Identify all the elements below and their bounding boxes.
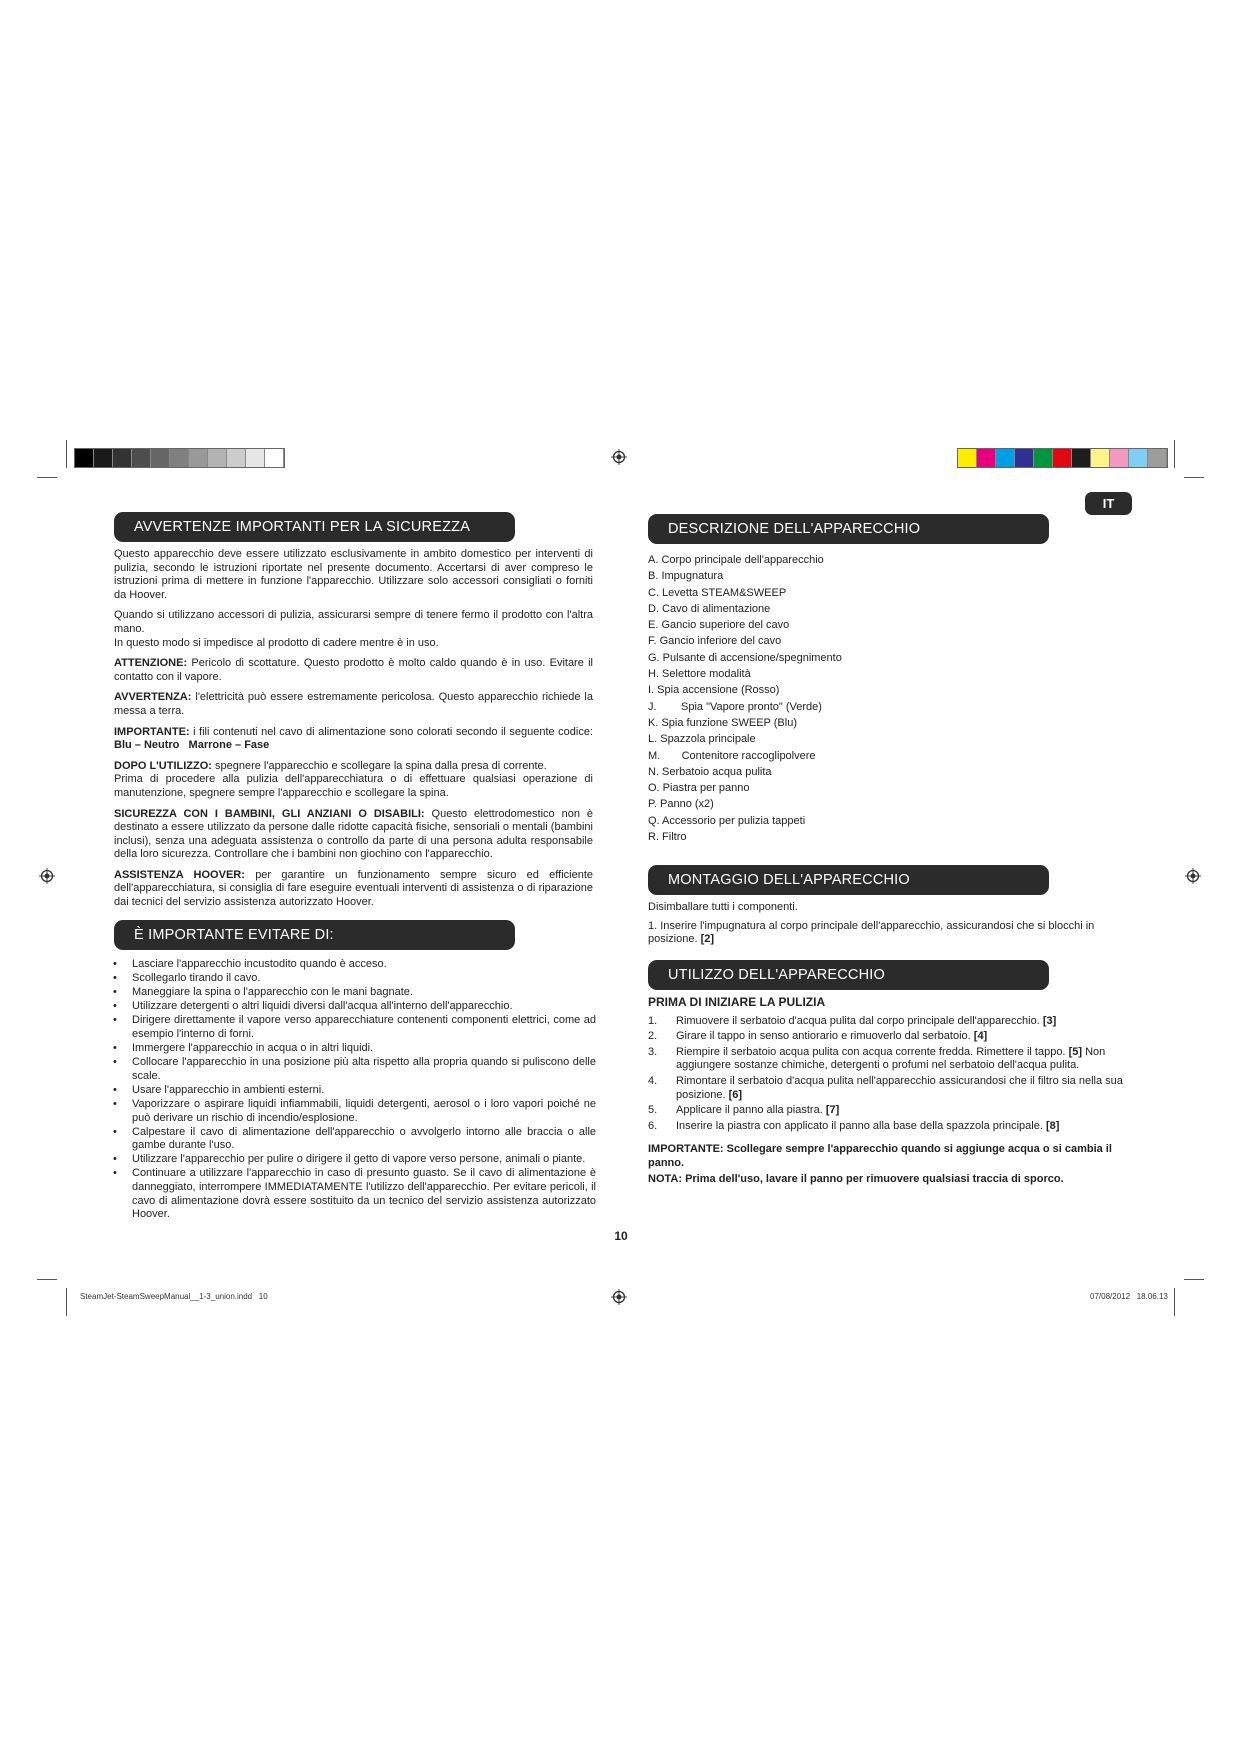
list-item: R. Filtro [648, 831, 687, 844]
importante-code: Blu – Neutro Marrone – Fase [114, 739, 270, 752]
gray-swatch [132, 449, 151, 467]
color-swatch [977, 449, 996, 467]
step-number: 6. [648, 1119, 658, 1132]
step-text: Rimuovere il serbatoio d'acqua pulita dal corpo principale dell'apparecchio. [676, 1014, 1040, 1027]
list-item: • Calpestare il cavo di alimentazione dell'apparecchio o avvolgerlo intorno alle braccia o alle gambe durante l'uso. [113, 1126, 596, 1153]
registration-mark-icon [1185, 868, 1201, 884]
avoid-section [113, 958, 596, 1222]
description-section [648, 552, 1088, 845]
gray-swatch [227, 449, 246, 467]
color-swatch [1015, 449, 1034, 467]
gray-swatch [151, 449, 170, 467]
usage-subtitle: PRIMA DI INIZIARE LA PULIZIA [648, 995, 826, 1009]
safety-paragraph-2-text: Quando si utilizzano accessori di pulizia, assicurarsi sempre di tenere fermo il prodotto con l'altra mano. [114, 609, 593, 635]
gray-swatch [113, 449, 132, 467]
section-header-avoid: È IMPORTANTE EVITARE DI: [114, 920, 515, 950]
assembly-step-1-text: Inserire l'impugnatura al corpo principale dell'apparecchio, assicurandosi che si blocchi in posizione. [648, 919, 1095, 946]
crop-mark [1184, 1279, 1204, 1280]
registration-mark-icon [39, 868, 55, 884]
color-calibration-bar [957, 448, 1168, 468]
safety-paragraph-1: Questo apparecchio deve essere utilizzato esclusivamente in ambito domestico per interventi di pulizia, secondo le istruzioni riportate nel presente documento. Accertarsi di aver compreso le istruzioni prima di mettere in funzione l'apparecchio. Utilizzare solo accessori consigliati o forniti da Hoover. [114, 548, 593, 601]
list-item: H. Selettore modalità [648, 668, 751, 681]
step-text-tail: Non aggiungere sostanze chimiche, detergenti o profumi nel serbatoio dell'acqua pulita. [676, 1045, 1106, 1072]
avvertenza-label: AVVERTENZA: [114, 691, 192, 704]
section-header-description: DESCRIZIONE DELL'APPARECCHIO [648, 514, 1049, 544]
step-text: Rimontare il serbatoio d'acqua pulita nell'apparecchio assicurandosi che il filtro sia nella sua posizione. [676, 1074, 1123, 1101]
figure-ref: [7] [825, 1104, 840, 1117]
parts-list [648, 552, 1088, 845]
list-item: C. Levetta STEAM&SWEEP [648, 586, 787, 599]
importante-paragraph [114, 726, 593, 753]
usage-steps-list [648, 1015, 1130, 1134]
usage-section [648, 996, 1130, 1193]
section-header-safety: AVVERTENZE IMPORTANTI PER LA SICUREZZA [114, 512, 515, 542]
crop-mark [1174, 1288, 1175, 1316]
step-text: Riempire il serbatoio acqua pulita con acqua corrente fredda. Rimettere il tappo. [676, 1045, 1066, 1058]
figure-ref: [2] [700, 933, 715, 946]
figure-ref: [3] [1042, 1014, 1057, 1027]
list-item: • Utilizzare detergenti o altri liquidi diversi dall'acqua all'interno dell'apparecchio. [113, 1000, 596, 1014]
list-item [648, 1046, 1130, 1073]
footer-timestamp: 07/08/2012 18.06.13 [1090, 1292, 1168, 1301]
list-item: • Continuare a utilizzare l'apparecchio in caso di presunto guasto. Se il cavo di alimentazione è danneggiato, interrompere IMMEDIATAMENTE l'utilizzo dell'apparecchio. Per evitare pericoli, il cavo di alimentazione dovrà essere sostituito da un tecnico del servizio assistenza autorizzato Hoover. [113, 1167, 596, 1221]
gray-swatch [246, 449, 265, 467]
list-item: F. Gancio inferiore del cavo [648, 635, 782, 648]
color-swatch [1072, 449, 1091, 467]
color-swatch [996, 449, 1015, 467]
gray-swatch [75, 449, 94, 467]
assembly-step-1 [648, 920, 1118, 947]
dopo-paragraph [114, 760, 593, 801]
language-tag: IT [1085, 492, 1132, 515]
color-swatch [1034, 449, 1053, 467]
gray-swatch [170, 449, 189, 467]
list-item: L. Spazzola principale [648, 733, 756, 746]
step-number: 5. [648, 1104, 658, 1117]
step-number: 1. [648, 1014, 658, 1027]
list-item: • Maneggiare la spina o l'apparecchio con le mani bagnate. [113, 986, 596, 1000]
figure-ref: [8] [1045, 1119, 1060, 1132]
section-header-usage: UTILIZZO DELL'APPARECCHIO [648, 960, 1049, 990]
step-number: 2. [648, 1030, 658, 1043]
page-number: 10 [614, 1229, 628, 1243]
crop-mark [1184, 477, 1204, 478]
list-item: P. Panno (x2) [648, 798, 714, 811]
list-item [648, 1075, 1130, 1102]
step-number: 4. [648, 1074, 658, 1087]
list-item: E. Gancio superiore del cavo [648, 619, 790, 632]
avvertenza-text: l'elettricità può essere estremamente pericolosa. Questo apparecchio richiede la messa a terra. [114, 691, 593, 717]
attenzione-text: Pericolo di scottature. Questo prodotto è molto caldo quando è in uso. Evitare il contatto con il vapore. [114, 657, 593, 683]
crop-mark [37, 477, 57, 478]
list-item: D. Cavo di alimentazione [648, 602, 771, 615]
list-item: • Lasciare l'apparecchio incustodito quando è acceso. [113, 958, 596, 972]
color-swatch [958, 449, 977, 467]
registration-mark-icon [611, 1289, 627, 1305]
figure-ref: [5] [1068, 1045, 1083, 1058]
safety-section [114, 548, 593, 917]
dopo-text: spegnere l'apparecchio e scollegare la spina dalla presa di corrente. [215, 759, 547, 772]
list-item [648, 1104, 1130, 1118]
assistenza-label: ASSISTENZA HOOVER: [114, 868, 245, 881]
list-item: B. Impugnatura [648, 570, 724, 583]
list-item [648, 1120, 1130, 1134]
list-item: • Immergere l'apparecchio in acqua o in altri liquidi. [113, 1042, 596, 1056]
list-item: • Scollegarlo tirando il cavo. [113, 972, 596, 986]
importante-text: i fili contenuti nel cavo di alimentazione sono colorati secondo il seguente codice: [193, 725, 593, 738]
color-swatch [1110, 449, 1129, 467]
color-swatch [1148, 449, 1167, 467]
list-item [648, 1015, 1130, 1029]
gray-swatch [189, 449, 208, 467]
usage-nota: NOTA: Prima dell'uso, lavare il panno per rimuovere qualsiasi traccia di sporco. [648, 1172, 1064, 1185]
gray-swatch [265, 449, 284, 467]
avvertenza-paragraph [114, 691, 593, 718]
assembly-section [648, 901, 1118, 947]
assistenza-paragraph [114, 869, 593, 910]
crop-mark [1174, 440, 1175, 468]
list-item: K. Spia funzione SWEEP (Blu) [648, 716, 797, 729]
step-text: Applicare il panno alla piastra. [676, 1104, 823, 1117]
sicurezza-label: SICUREZZA CON I BAMBINI, GLI ANZIANI O DISABILI: [114, 807, 425, 820]
list-item: • Utilizzare l'apparecchio per pulire o dirigere il getto di vapore verso persone, animali o piante. [113, 1153, 596, 1167]
section-header-assembly: MONTAGGIO DELL'APPARECCHIO [648, 865, 1049, 895]
sicurezza-paragraph [114, 808, 593, 862]
color-swatch [1053, 449, 1072, 467]
footer-file-info: SteamJet-SteamSweepManual__1-3_union.indd 10 [80, 1292, 268, 1301]
figure-ref: [4] [973, 1030, 988, 1043]
list-item: • Collocare l'apparecchio in una posizione più alta rispetto alla propria quando si puliscono delle scale. [113, 1056, 596, 1083]
list-item: I. Spia accensione (Rosso) [648, 684, 780, 697]
list-item: Q. Accessorio per pulizia tappeti [648, 814, 806, 827]
list-item: A. Corpo principale dell'apparecchio [648, 554, 824, 566]
figure-ref: [6] [728, 1088, 743, 1101]
dopo-label: DOPO L'UTILIZZO: [114, 759, 212, 772]
list-item: • Vaporizzare o aspirare liquidi infiammabili, liquidi detergenti, aerosol o i loro vapori poiché ne può derivare un rischio di incendio/esplosione. [113, 1098, 596, 1125]
safety-paragraph-2 [114, 609, 593, 650]
list-item: J. Spia "Vapore pronto" (Verde) [648, 700, 822, 713]
list-item: O. Piastra per panno [648, 782, 750, 795]
assembly-step-1-number: 1. [648, 919, 658, 932]
safety-paragraph-2b-text: In questo modo si impedisce al prodotto di cadere mentre è in uso. [114, 636, 439, 649]
color-swatch [1129, 449, 1148, 467]
step-text: Inserire la piastra con applicato il panno alla base della spazzola principale. [676, 1119, 1043, 1132]
usage-important-note: IMPORTANTE: Scollegare sempre l'apparecchio quando si aggiunge acqua o si cambia il panno. [648, 1143, 1112, 1169]
list-item [648, 1030, 1130, 1044]
attenzione-paragraph [114, 657, 593, 684]
importante-label: IMPORTANTE: [114, 725, 190, 738]
list-item: • Dirigere direttamente il vapore verso apparecchiature contenenti componenti elettrici, come ad esempio l'interno di forni. [113, 1014, 596, 1041]
registration-mark-icon [611, 449, 627, 465]
avoid-list [113, 958, 596, 1222]
step-text: Girare il tappo in senso antiorario e rimuoverlo dal serbatoio. [676, 1030, 971, 1043]
gray-swatch [94, 449, 113, 467]
assembly-intro: Disimballare tutti i componenti. [648, 901, 798, 913]
gray-calibration-bar [74, 448, 285, 468]
list-item: • Usare l'apparecchio in ambienti esterni. [113, 1084, 596, 1098]
step-number: 3. [648, 1045, 658, 1058]
crop-mark [66, 440, 67, 468]
list-item: N. Serbatoio acqua pulita [648, 765, 772, 778]
dopo-text-2: Prima di procedere alla pulizia dell'apparecchiatura o di effettuare qualsiasi operazione di manutenzione, spegnere sempre l'apparecchio e scollegare la spina. [114, 773, 593, 799]
crop-mark [37, 1279, 57, 1280]
assistenza-text: per garantire un funzionamento sempre sicuro ed efficiente dell'apparecchiatura, si consiglia di fare eseguire eventuali interventi di assistenza o di riparazione dai tecnici del servizio assistenza autorizzato Hoover. [114, 868, 593, 909]
list-item: G. Pulsante di accensione/spegnimento [648, 651, 842, 664]
crop-mark [66, 1288, 67, 1316]
attenzione-label: ATTENZIONE: [114, 657, 188, 670]
gray-swatch [208, 449, 227, 467]
sicurezza-text: Questo elettrodomestico non è destinato a essere utilizzato da persone dalle ridotte capacità fisiche, sensoriali o mentali (bambini inclusi), senza una adeguata assistenza o controllo da parte di una persona adulta responsabile della loro sicurezza. Controllare che i bambini non giochino con l'apparecchio. [114, 807, 594, 861]
list-item: M. Contenitore raccoglipolvere [648, 749, 816, 762]
color-swatch [1091, 449, 1110, 467]
